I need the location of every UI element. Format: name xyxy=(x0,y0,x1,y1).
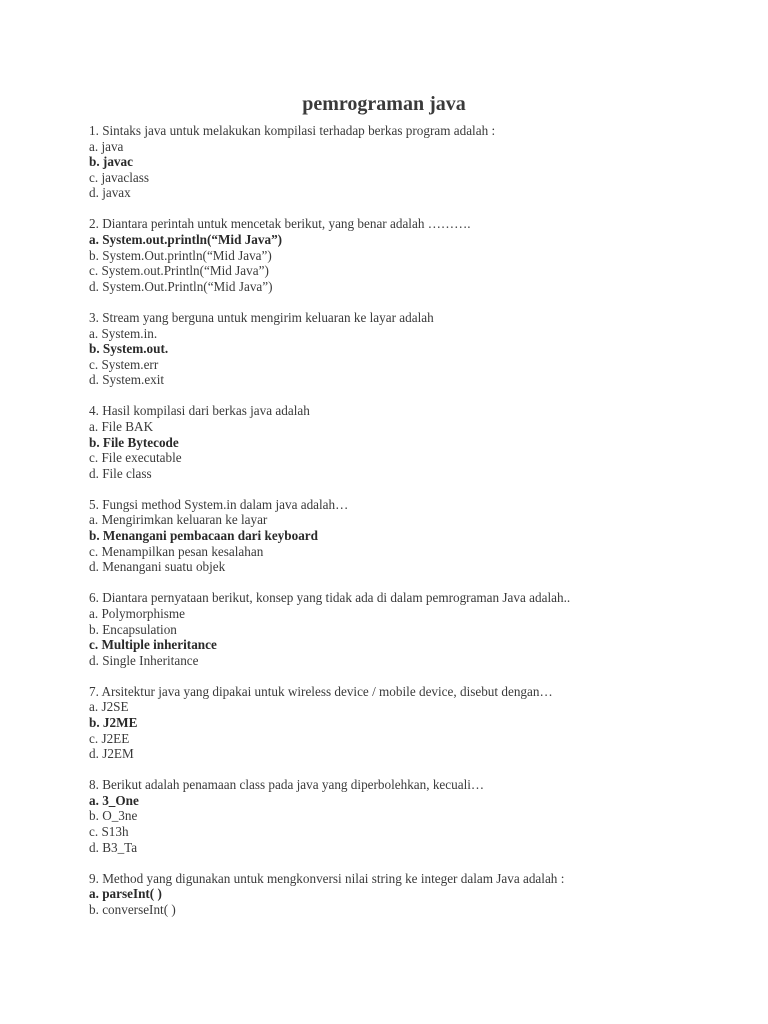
answer-option: d. javax xyxy=(89,185,131,201)
answer-option: a. java xyxy=(89,138,124,154)
answer-option: c. S13h xyxy=(89,824,129,840)
answer-option: b. System.Out.println(“Mid Java”) xyxy=(89,247,272,263)
answer-option: c. System.out.Println(“Mid Java”) xyxy=(89,263,269,279)
correct-answer-option: a. parseInt( ) xyxy=(89,886,162,902)
answer-option: b. Encapsulation xyxy=(89,621,177,637)
question-block xyxy=(89,403,729,481)
correct-answer-option: b. System.out. xyxy=(89,341,169,357)
question-text: 8. Berikut adalah penamaan class pada java yang diperbolehkan, kecuali… xyxy=(89,777,485,793)
question-text: 3. Stream yang berguna untuk mengirim keluaran ke layar adalah xyxy=(89,309,434,325)
question-text: 7. Arsitektur java yang dipakai untuk wireless device / mobile device, disebut dengan… xyxy=(89,683,553,699)
correct-answer-option: a. System.out.println(“Mid Java”) xyxy=(89,232,283,248)
question-block xyxy=(89,123,729,201)
question-block xyxy=(89,216,729,294)
correct-answer-option: b. J2ME xyxy=(89,715,138,730)
question-block xyxy=(89,590,729,668)
correct-answer-option: b. File Bytecode xyxy=(89,434,179,450)
question-text: 4. Hasil kompilasi dari berkas java adalah xyxy=(89,403,310,419)
question-block xyxy=(89,497,729,575)
question-text: 1. Sintaks java untuk melakukan kompilasi terhadap berkas program adalah : xyxy=(89,123,496,138)
answer-option: c. javaclass xyxy=(89,169,150,185)
question-text: 6. Diantara pernyataan berikut, konsep yang tidak ada di dalam pemrograman Java adalah.. xyxy=(89,590,571,606)
answer-option: a. J2SE xyxy=(89,699,129,715)
answer-option: a. System.in. xyxy=(89,325,158,341)
correct-answer-option: c. Multiple inheritance xyxy=(89,637,217,653)
answer-option: d. System.Out.Println(“Mid Java”) xyxy=(89,278,273,294)
answer-option: d. File class xyxy=(89,465,152,481)
answer-option: c. File executable xyxy=(89,450,182,466)
answer-option: c. System.err xyxy=(89,356,159,372)
correct-answer-option: b. Menangani pembacaan dari keyboard xyxy=(89,528,318,544)
answer-option: d. J2EM xyxy=(89,746,134,762)
question-text: 2. Diantara perintah untuk mencetak berikut, yang benar adalah ………. xyxy=(89,216,471,232)
answer-option: a. File BAK xyxy=(89,419,154,434)
correct-answer-option: b. javac xyxy=(89,154,133,170)
answer-option: a. Mengirimkan keluaran ke layar xyxy=(89,512,268,528)
answer-option: d. B3_Ta xyxy=(89,839,138,855)
answer-option: d. Menangani suatu objek xyxy=(89,559,226,575)
page-title: pemrograman java xyxy=(302,93,466,115)
question-block xyxy=(89,684,729,762)
answer-option: d. System.exit xyxy=(89,372,165,388)
question-text: 9. Method yang digunakan untuk mengkonversi nilai string ke integer dalam Java adalah : xyxy=(89,870,565,886)
answer-option: d. Single Inheritance xyxy=(89,652,199,668)
answer-option: a. Polymorphisme xyxy=(89,605,185,621)
answer-option: b. O_3ne xyxy=(89,808,138,824)
question-block xyxy=(89,310,729,388)
question-block xyxy=(89,777,729,855)
correct-answer-option: a. 3_One xyxy=(89,792,139,808)
question-list xyxy=(89,123,729,933)
answer-option: c. Menampilkan pesan kesalahan xyxy=(89,543,264,559)
answer-option: c. J2EE xyxy=(89,730,130,746)
question-block xyxy=(89,871,729,918)
question-text: 5. Fungsi method System.in dalam java adalah… xyxy=(89,496,349,512)
answer-option: b. converseInt( ) xyxy=(89,901,176,917)
